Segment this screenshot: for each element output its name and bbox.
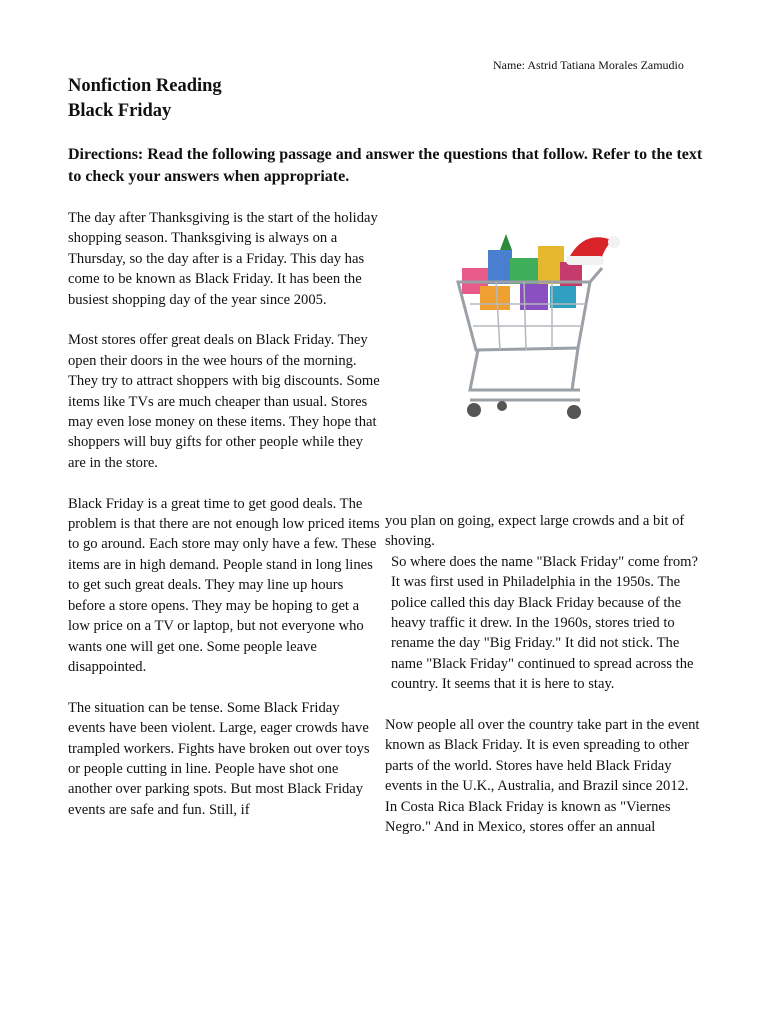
page-title: Nonfiction Reading [68,76,222,96]
page-subtitle: Black Friday [68,101,172,121]
shopping-cart-with-gifts-icon [440,228,630,428]
paragraph: So where does the name "Black Friday" come from? It was first used in Philadelphia in the 1950s. The police called this day Black Friday because of the heavy traffic it drew. In the 1960s, stores tried to rename the day "Big Friday." It did not stick. The name "Black Friday" continued to spread across the country. It seems that it is here to stay. [391,553,698,693]
paragraph: The situation can be tense. Some Black Friday events have been violent. Large, eager crowds have trampled workers. Fights have broken out over toys or people cutting in line. People have shot one another over parking spots. But most Black Friday events are safe and fun. Still, if [68,699,370,818]
left-column [68,208,380,841]
student-name: Name: Astrid Tatiana Morales Zamudio [493,58,684,72]
right-column [385,511,703,858]
directions [68,144,708,187]
paragraph: Now people all over the country take part in the event known as Black Friday. It is even spreading to other parts of the world. Stores have held Black Friday events in the U.K., Australia, and Brazil since 2012. In Costa Rica Black Friday is known as "Viernes Negro." And in Mexico, stores offer an annual [385,717,700,836]
paragraph: you plan on going, expect large crowds and a bit of shoving. [385,513,685,550]
directions-label: Directions: [68,146,144,163]
paragraph: Most stores offer great deals on Black Friday. They open their doors in the wee hours of the morning. They try to attract shoppers with big discounts. Some items like TVs are much cheaper than usual. Stores may even lose money on these items. They hope that shoppers will buy gifts for other people while they are in the store. [68,332,380,471]
paragraph: The day after Thanksgiving is the start of the holiday shopping season. Thanksgiving is always on a Thursday, so the day after is a Friday. This day has come to be known as Black Friday. It has been the busiest shopping day of the year since 2005. [68,210,378,308]
paragraph: Black Friday is a great time to get good deals. The problem is that there are not enough low priced items to go around. Each store may only have a few. These items are in high demand. People stand in long lines to get such great deals. They may line up hours before a store opens. They may be hoping to get a low price on a TV or laptop, but not everyone who wants one will get one. Some people leave disappointed. [68,495,380,675]
directions-text: Read the following passage and answer the questions that follow. Refer to the text to check your answers when appropriate. [68,146,703,185]
